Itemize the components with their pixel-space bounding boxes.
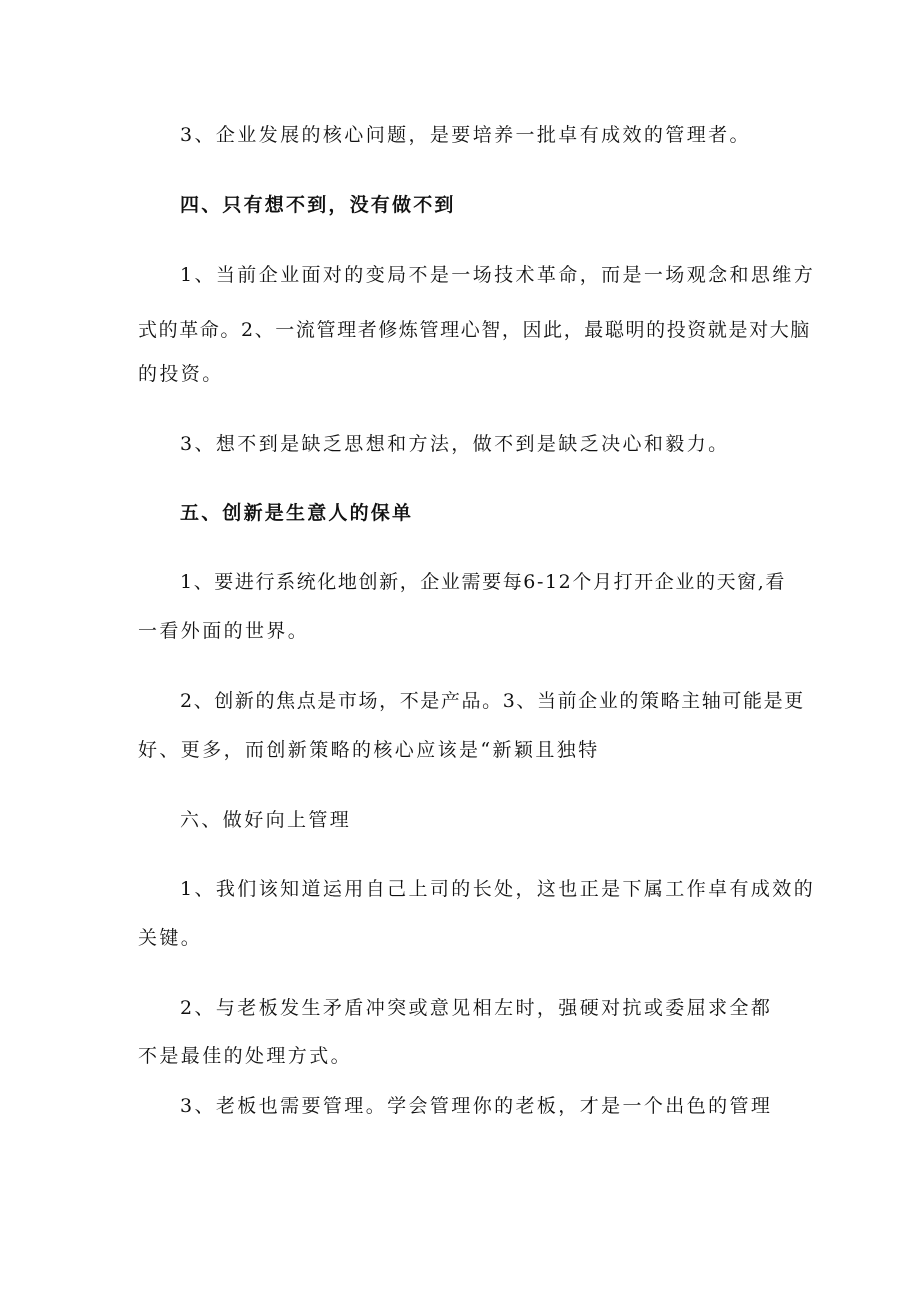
paragraph-1-change-line3: 的投资。 bbox=[138, 363, 224, 385]
paragraph-1-innovation-line1: 1、要进行系统化地创新，企业需要每6-12个月打开企业的天窗,看 bbox=[180, 571, 787, 593]
paragraph-2-focus-line1: 2、创新的焦点是市场，不是产品。3、当前企业的策略主轴可能是更 bbox=[180, 690, 805, 712]
paragraph-2-conflict-line1: 2、与老板发生矛盾冲突或意见相左时，强硬对抗或委屈求全都 bbox=[180, 997, 773, 1019]
paragraph-1-change-line1: 1、当前企业面对的变局不是一场技术革命，而是一场观念和思维方 bbox=[180, 264, 816, 286]
paragraph-1-boss-strengths-line1: 1、我们该知道运用自己上司的长处，这也正是下属工作卓有成效的 bbox=[180, 878, 816, 900]
paragraph-3-lack: 3、想不到是缺乏思想和方法，做不到是缺乏决心和毅力。 bbox=[180, 433, 730, 455]
paragraph-2-conflict-line2: 不是最佳的处理方式。 bbox=[138, 1045, 353, 1067]
section-heading-4: 四、只有想不到，没有做不到 bbox=[180, 194, 456, 216]
paragraph-3-core-issue: 3、企业发展的核心问题，是要培养一批卓有成效的管理者。 bbox=[180, 124, 751, 146]
paragraph-2-focus-line2: 好、更多，而创新策略的核心应该是“新颖且独特 bbox=[138, 739, 600, 761]
paragraph-3-manage-boss: 3、老板也需要管理。学会管理你的老板，才是一个出色的管理 bbox=[180, 1095, 773, 1117]
paragraph-1-boss-strengths-line2: 关键。 bbox=[138, 927, 203, 949]
paragraph-1-change-line2: 式的革命。2、一流管理者修炼管理心智，因此，最聪明的投资就是对大脑 bbox=[138, 319, 811, 341]
section-heading-6: 六、做好向上管理 bbox=[180, 809, 352, 831]
section-heading-5: 五、创新是生意人的保单 bbox=[180, 502, 414, 524]
paragraph-1-innovation-line2: 一看外面的世界。 bbox=[138, 620, 310, 642]
